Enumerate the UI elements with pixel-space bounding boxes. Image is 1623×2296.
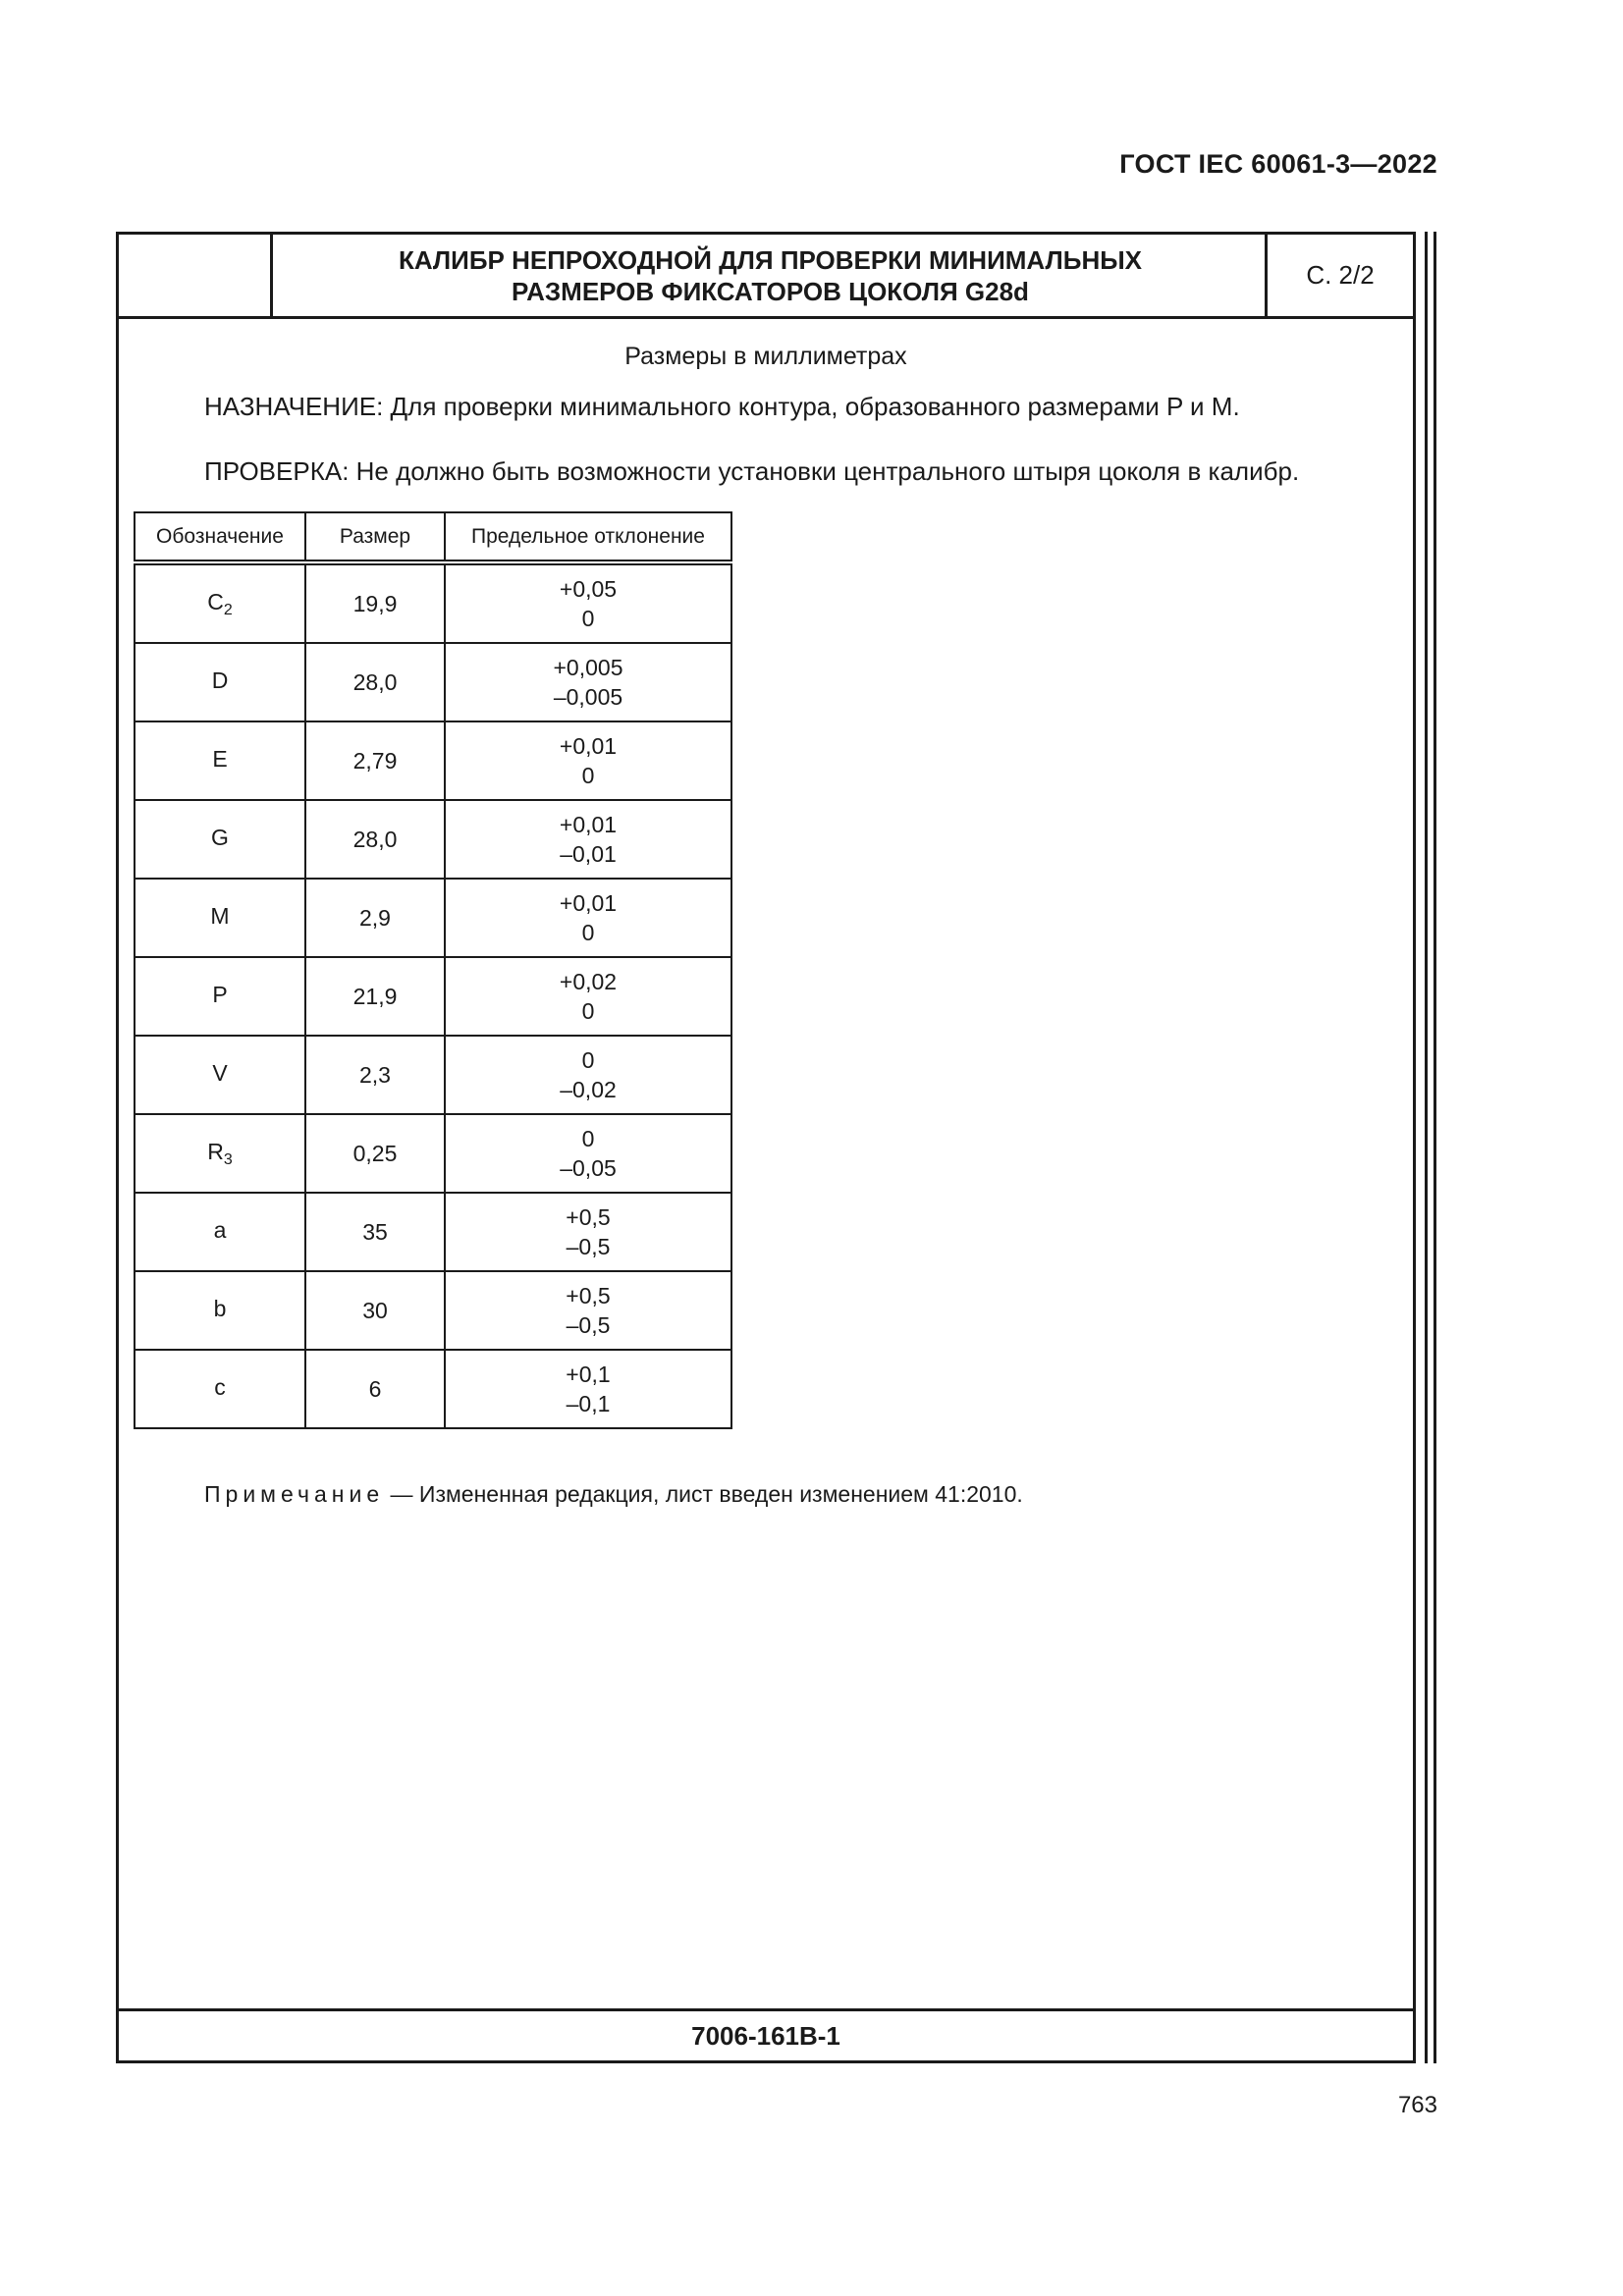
dimensions-table — [134, 511, 732, 1429]
designation-subscript: 3 — [223, 1150, 233, 1168]
header-tolerance: Предельное отклонение — [445, 512, 731, 562]
sheet-title — [273, 235, 1268, 319]
table-header-row — [135, 512, 731, 562]
tolerance-upper: +0,01 — [559, 812, 618, 837]
cell-size: 35 — [305, 1193, 445, 1271]
designation-symbol: E — [212, 745, 228, 772]
tolerance-lower: 0 — [581, 920, 595, 945]
cell-tolerance — [445, 957, 731, 1036]
cell-size: 28,0 — [305, 800, 445, 879]
cell-tolerance — [445, 1193, 731, 1271]
tolerance-upper: +0,01 — [559, 890, 618, 916]
designation-subscript: 2 — [223, 601, 233, 618]
tolerance-upper: +0,02 — [559, 969, 618, 994]
cell-tolerance — [445, 800, 731, 879]
tolerance-lower: –0,5 — [566, 1312, 611, 1338]
purpose-text: НАЗНАЧЕНИЕ: Для проверки минимального контура, образованного размерами P и M. — [204, 392, 1240, 421]
tolerance-upper: +0,5 — [566, 1283, 611, 1308]
cell-tolerance — [445, 1114, 731, 1193]
cell-designation — [135, 562, 305, 643]
designation-symbol: a — [213, 1216, 227, 1243]
units-note: Размеры в миллиметрах — [624, 343, 907, 370]
sheet-code: 7006-161B-1 — [119, 2008, 1413, 2060]
cell-size: 0,25 — [305, 1114, 445, 1193]
tolerance-lower: 0 — [581, 763, 595, 788]
check-text: ПРОВЕРКА: Не должно быть возможности установки центрального штыря цоколя в калибр. — [204, 456, 1300, 486]
cell-size: 2,79 — [305, 721, 445, 800]
page-number: 763 — [1397, 2092, 1437, 2118]
tolerance-upper: +0,1 — [566, 1362, 611, 1387]
cell-designation — [135, 1193, 305, 1271]
cell-designation — [135, 643, 305, 721]
table-row — [135, 721, 731, 800]
tolerance-lower: –0,005 — [553, 684, 623, 710]
cell-size: 2,3 — [305, 1036, 445, 1114]
table-row — [135, 1114, 731, 1193]
cell-tolerance — [445, 1350, 731, 1428]
tolerance-lower: –0,1 — [566, 1391, 611, 1416]
table-row — [135, 1036, 731, 1114]
tolerance-upper: +0,5 — [566, 1204, 611, 1230]
tolerance-lower: –0,5 — [566, 1234, 611, 1259]
sheet-title-line-1: КАЛИБР НЕПРОХОДНОЙ ДЛЯ ПРОВЕРКИ МИНИМАЛЬНЫХ — [398, 244, 1143, 275]
cell-designation — [135, 957, 305, 1036]
tolerance-upper: 0 — [581, 1047, 595, 1073]
table-row — [135, 1193, 731, 1271]
tolerance-upper: +0,005 — [553, 655, 623, 680]
designation-symbol: M — [210, 902, 230, 929]
designation-symbol: C — [207, 588, 224, 614]
sheet-title-line-2: РАЗМЕРОВ ФИКСАТОРОВ ЦОКОЛЯ G28d — [512, 276, 1029, 306]
cell-tolerance — [445, 879, 731, 957]
header-size: Размер — [305, 512, 445, 562]
tolerance-lower: 0 — [581, 606, 595, 631]
table-row — [135, 1350, 731, 1428]
tolerance-upper: 0 — [581, 1126, 595, 1151]
frame-edge-line — [1434, 232, 1436, 2063]
table-row — [135, 643, 731, 721]
table-row — [135, 800, 731, 879]
cell-size: 21,9 — [305, 957, 445, 1036]
note — [204, 1481, 1023, 1508]
cell-designation — [135, 1350, 305, 1428]
table-row — [135, 1271, 731, 1350]
sheet-number: С. 2/2 — [1265, 235, 1413, 319]
table-row — [135, 957, 731, 1036]
tolerance-lower: –0,05 — [560, 1155, 617, 1181]
cell-size: 19,9 — [305, 562, 445, 643]
designation-symbol: R — [207, 1138, 224, 1164]
frame-edge-line — [1425, 232, 1428, 2063]
cell-designation — [135, 1114, 305, 1193]
tolerance-lower: –0,01 — [560, 841, 617, 867]
cell-tolerance — [445, 1036, 731, 1114]
note-label: Примечание — [204, 1481, 385, 1507]
designation-symbol: G — [211, 824, 229, 850]
tolerance-lower: –0,02 — [560, 1077, 617, 1102]
document-code: ГОСТ IEC 60061-3—2022 — [1119, 149, 1437, 179]
cell-tolerance — [445, 643, 731, 721]
tolerance-lower: 0 — [581, 998, 595, 1024]
cell-size: 6 — [305, 1350, 445, 1428]
tolerance-upper: +0,01 — [559, 733, 618, 759]
cell-tolerance — [445, 1271, 731, 1350]
title-block-blank-cell — [119, 235, 273, 319]
drawing-frame — [116, 232, 1416, 2063]
table-row — [135, 562, 731, 643]
cell-tolerance — [445, 721, 731, 800]
tolerance-upper: +0,05 — [559, 576, 618, 602]
table-row — [135, 879, 731, 957]
designation-symbol: D — [211, 667, 229, 693]
cell-designation — [135, 1271, 305, 1350]
cell-designation — [135, 879, 305, 957]
designation-symbol: V — [212, 1059, 228, 1086]
cell-designation — [135, 1036, 305, 1114]
header-designation: Обозначение — [135, 512, 305, 562]
cell-designation — [135, 721, 305, 800]
cell-size: 2,9 — [305, 879, 445, 957]
designation-symbol: b — [213, 1295, 227, 1321]
cell-size: 30 — [305, 1271, 445, 1350]
designation-symbol: P — [212, 981, 228, 1007]
cell-tolerance — [445, 562, 731, 643]
designation-symbol: c — [214, 1373, 226, 1400]
note-text: — Измененная редакция, лист введен изменением 41:2010. — [384, 1481, 1023, 1507]
cell-designation — [135, 800, 305, 879]
cell-size: 28,0 — [305, 643, 445, 721]
